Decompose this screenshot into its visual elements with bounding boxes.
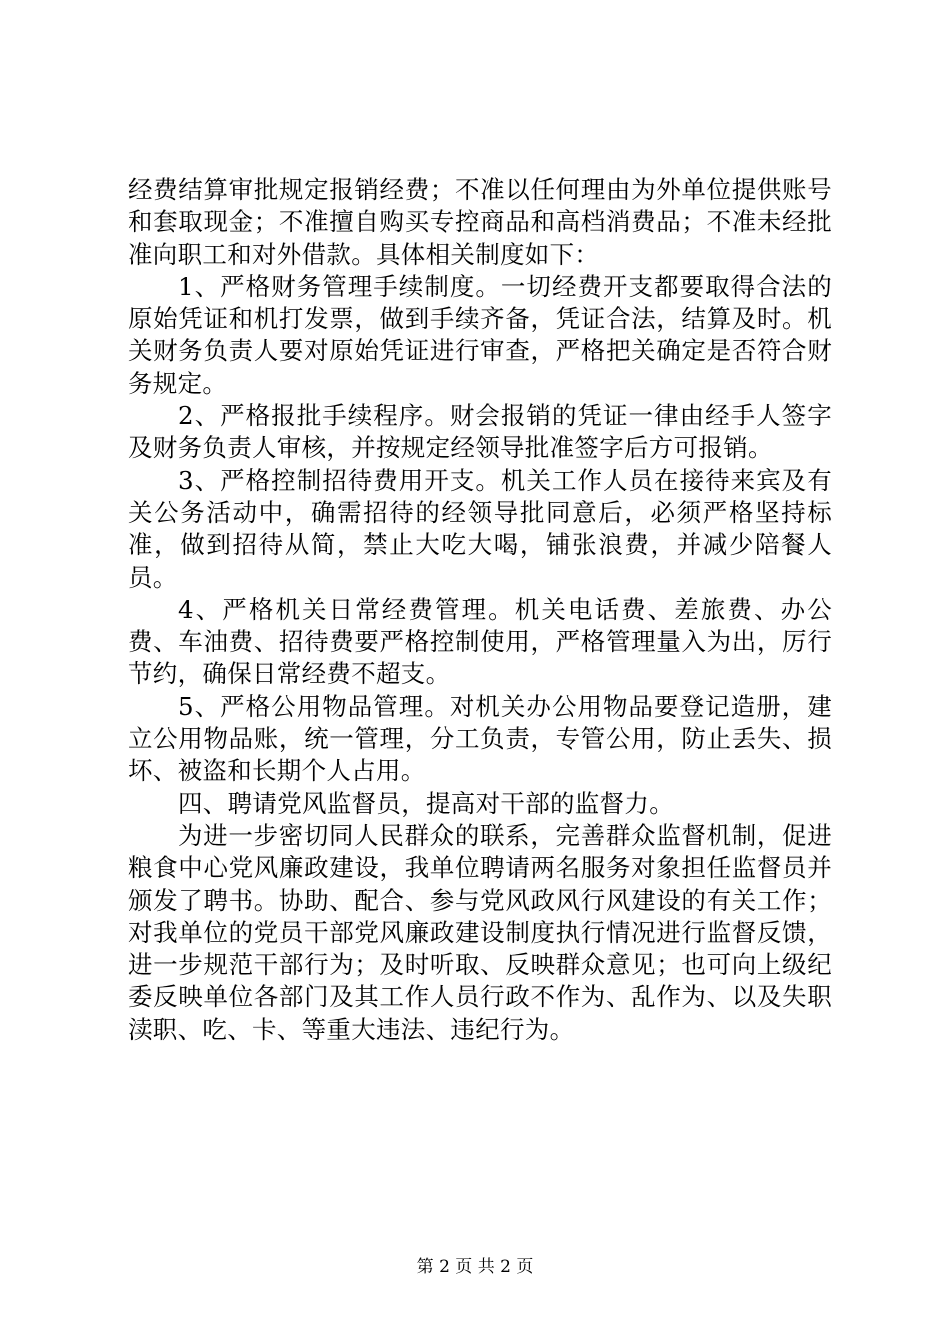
paragraph-item-3: 3、严格控制招待费用开支。机关工作人员在接待来宾及有关公务活动中，确需招待的经领导批同意后，必须严格坚持标准，做到招待从简，禁止大吃大喝，铺张浪费，并减少陪餐人员。	[128, 465, 832, 592]
paragraph-item-5: 5、严格公用物品管理。对机关办公用物品要登记造册，建立公用物品账，统一管理，分工负责，专管公用，防止丢失、损坏、被盗和长期个人占用。	[128, 691, 832, 786]
paragraph-item-4: 4、严格机关日常经费管理。机关电话费、差旅费、办公费、车油费、招待费要严格控制使用，严格管理量入为出，厉行节约，确保日常经费不超支。	[128, 594, 832, 689]
paragraph-item-1: 1、严格财务管理手续制度。一切经费开支都要取得合法的原始凭证和机打发票，做到手续齐备，凭证合法，结算及时。机关财务负责人要对原始凭证进行审查，严格把关确定是否符合财务规定。	[128, 271, 832, 398]
page-number-footer: 第 2 页 共 2 页	[416, 1257, 534, 1277]
paragraph-section-4-body: 为进一步密切同人民群众的联系，完善群众监督机制，促进粮食中心党风廉政建设，我单位聘请两名服务对象担任监督员并颁发了聘书。协助、配合、参与党风政风行风建设的有关工作；对我单位的党员干部党风廉政建设制度执行情况进行监督反馈，进一步规范干部行为；及时听取、反映群众意见；也可向上级纪委反映单位各部门及其工作人员行政不作为、乱作为、以及失职渎职、吃、卡、等重大违法、违纪行为。	[128, 820, 832, 1044]
paragraph-item-2: 2、严格报批手续程序。财会报销的凭证一律由经手人签字及财务负责人审核，并按规定经领导批准签字后方可报销。	[128, 401, 832, 463]
section-heading-4: 四、聘请党风监督员，提高对干部的监督力。	[178, 788, 674, 818]
paragraph-continuation: 经费结算审批规定报销经费；不准以任何理由为外单位提供账号和套取现金；不准擅自购买专控商品和高档消费品；不准未经批准向职工和对外借款。具体相关制度如下：	[128, 175, 832, 269]
document-body	[128, 174, 832, 1046]
